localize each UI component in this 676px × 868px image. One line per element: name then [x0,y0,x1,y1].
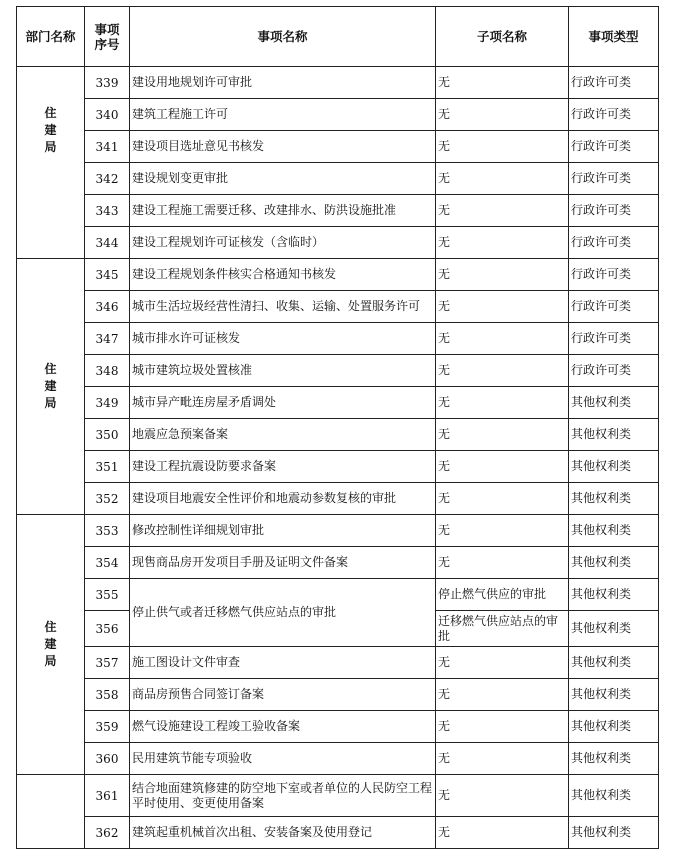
item-name: 建设工程规划条件核实合格通知书核发 [130,259,436,291]
item-table [16,6,659,849]
item-number: 349 [85,387,130,419]
sub-item-name: 无 [436,163,569,195]
sub-item-name: 无 [436,323,569,355]
sub-item-name: 无 [436,99,569,131]
table-row [17,67,659,99]
sub-item-name: 无 [436,259,569,291]
sub-item-name: 无 [436,647,569,679]
item-name: 城市建筑垃圾处置核准 [130,355,436,387]
item-type: 其他权利类 [569,743,659,775]
item-number: 343 [85,195,130,227]
dept-char: 局 [44,396,57,410]
table-row [17,679,659,711]
table-row [17,579,659,611]
table-row [17,323,659,355]
item-name: 城市排水许可证核发 [130,323,436,355]
item-type: 行政许可类 [569,291,659,323]
item-number: 339 [85,67,130,99]
item-type: 其他权利类 [569,611,659,647]
header-row [17,7,659,67]
sub-item-name: 无 [436,419,569,451]
table-row [17,259,659,291]
item-number: 344 [85,227,130,259]
dept-char: 建 [44,637,57,651]
item-number: 341 [85,131,130,163]
table-row [17,775,659,817]
item-name: 建设工程规划许可证核发（含临时） [130,227,436,259]
item-type: 其他权利类 [569,419,659,451]
sub-item-name: 无 [436,387,569,419]
sub-item-name: 无 [436,679,569,711]
dept-cell [17,515,85,775]
item-type: 行政许可类 [569,163,659,195]
sub-item-name: 无 [436,515,569,547]
table-row [17,547,659,579]
table-row [17,647,659,679]
table-row [17,195,659,227]
table-row [17,451,659,483]
header-item-no-line1: 事项 [94,21,120,37]
dept-char: 建 [44,379,57,393]
item-number: 340 [85,99,130,131]
dept-cell [17,775,85,849]
item-number: 354 [85,547,130,579]
item-name: 建设规划变更审批 [130,163,436,195]
item-number: 345 [85,259,130,291]
item-type: 行政许可类 [569,195,659,227]
sub-item-name: 无 [436,483,569,515]
item-type: 行政许可类 [569,259,659,291]
table-row [17,355,659,387]
item-number: 361 [85,775,130,817]
dept-char: 建 [44,123,57,137]
item-type: 行政许可类 [569,131,659,163]
sub-item-name: 无 [436,547,569,579]
item-number: 350 [85,419,130,451]
sub-item-name: 无 [436,227,569,259]
item-name: 施工图设计文件审查 [130,647,436,679]
sub-item-name: 无 [436,743,569,775]
table-row [17,515,659,547]
table-row [17,817,659,849]
sub-item-name: 无 [436,775,569,817]
item-number: 351 [85,451,130,483]
item-type: 其他权利类 [569,711,659,743]
item-name: 建设项目选址意见书核发 [130,131,436,163]
item-name: 地震应急预案备案 [130,419,436,451]
table-row [17,743,659,775]
dept-char: 局 [44,654,57,668]
item-name: 结合地面建筑修建的防空地下室或者单位的人民防空工程平时使用、变更使用备案 [130,775,436,817]
item-number: 346 [85,291,130,323]
item-number: 342 [85,163,130,195]
sub-item-name: 无 [436,131,569,163]
dept-char: 住 [44,106,57,120]
item-type: 其他权利类 [569,547,659,579]
item-type: 其他权利类 [569,679,659,711]
item-type: 行政许可类 [569,323,659,355]
table-row [17,711,659,743]
dept-char: 住 [44,620,57,634]
sub-item-name: 迁移燃气供应站点的审批 [436,611,569,647]
item-number: 353 [85,515,130,547]
item-type: 行政许可类 [569,99,659,131]
table-row [17,291,659,323]
item-type: 行政许可类 [569,67,659,99]
item-number: 360 [85,743,130,775]
item-type: 其他权利类 [569,647,659,679]
sub-item-name: 无 [436,817,569,849]
item-number: 357 [85,647,130,679]
sub-item-name: 无 [436,291,569,323]
dept-char: 局 [44,140,57,154]
header-item-no-line2: 序号 [94,36,120,52]
item-number: 355 [85,579,130,611]
table-row [17,387,659,419]
sub-item-name: 无 [436,355,569,387]
sub-item-name: 无 [436,451,569,483]
item-number: 348 [85,355,130,387]
table-row [17,163,659,195]
item-name: 城市异产毗连房屋矛盾调处 [130,387,436,419]
dept-cell [17,67,85,259]
item-name: 建设工程抗震设防要求备案 [130,451,436,483]
item-type: 其他权利类 [569,387,659,419]
table-row [17,99,659,131]
header-item-type: 事项类型 [569,7,659,67]
item-type: 其他权利类 [569,515,659,547]
item-name: 建设项目地震安全性评价和地震动参数复核的审批 [130,483,436,515]
item-name: 建设工程施工需要迁移、改建排水、防洪设施批准 [130,195,436,227]
item-number: 352 [85,483,130,515]
item-type: 行政许可类 [569,227,659,259]
header-item-no [85,7,130,67]
table-body [17,67,659,849]
item-type: 其他权利类 [569,579,659,611]
item-name: 建设用地规划许可审批 [130,67,436,99]
item-name: 建筑起重机械首次出租、安装备案及使用登记 [130,817,436,849]
item-name: 现售商品房开发项目手册及证明文件备案 [130,547,436,579]
dept-cell [17,259,85,515]
table-row [17,419,659,451]
item-type: 其他权利类 [569,817,659,849]
table-row [17,227,659,259]
table-row [17,131,659,163]
item-number: 358 [85,679,130,711]
dept-char: 住 [44,362,57,376]
item-number: 359 [85,711,130,743]
sub-item-name: 停止燃气供应的审批 [436,579,569,611]
item-type: 其他权利类 [569,775,659,817]
sub-item-name: 无 [436,195,569,227]
item-name: 停止供气或者迁移燃气供应站点的审批 [130,579,436,647]
item-type: 其他权利类 [569,451,659,483]
item-name: 商品房预售合同签订备案 [130,679,436,711]
item-number: 362 [85,817,130,849]
sub-item-name: 无 [436,711,569,743]
item-name: 燃气设施建设工程竣工验收备案 [130,711,436,743]
item-type: 行政许可类 [569,355,659,387]
header-item-name: 事项名称 [130,7,436,67]
item-name: 修改控制性详细规划审批 [130,515,436,547]
item-name: 民用建筑节能专项验收 [130,743,436,775]
item-type: 其他权利类 [569,483,659,515]
item-number: 347 [85,323,130,355]
header-sub-item: 子项名称 [436,7,569,67]
header-dept: 部门名称 [17,7,85,67]
item-name: 建筑工程施工许可 [130,99,436,131]
item-name: 城市生活垃圾经营性清扫、收集、运输、处置服务许可 [130,291,436,323]
item-number: 356 [85,611,130,647]
table-row [17,483,659,515]
sub-item-name: 无 [436,67,569,99]
